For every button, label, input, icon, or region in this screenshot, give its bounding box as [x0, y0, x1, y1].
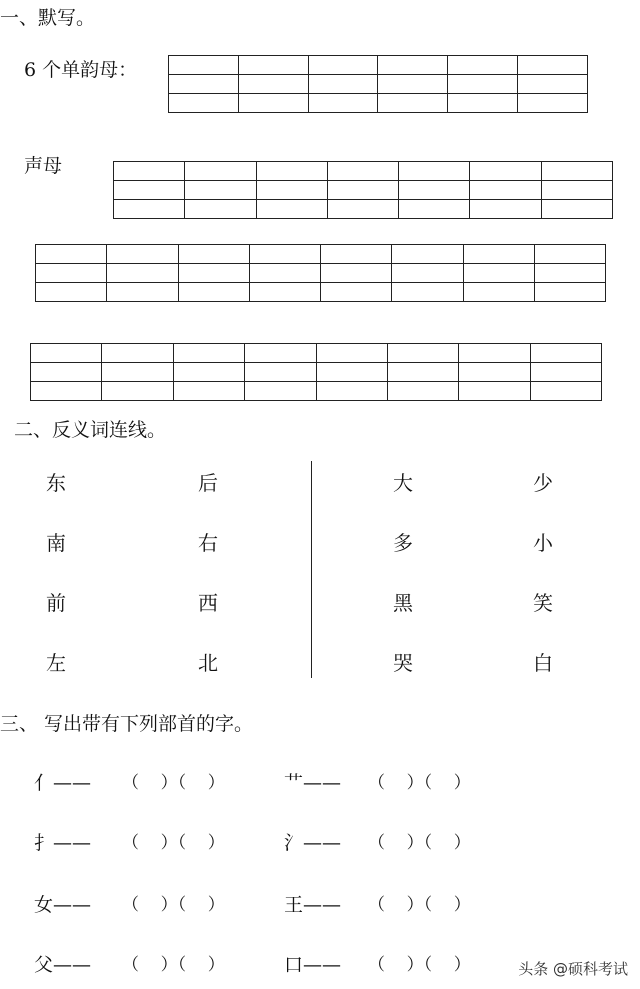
answer-blank[interactable]: （ ）（ ）: [368, 955, 471, 975]
antonym-word: 白: [533, 651, 553, 675]
answer-blank[interactable]: （ ）（ ）: [368, 833, 471, 853]
antonym-word: 笑: [533, 591, 553, 615]
antonym-word: 大: [393, 471, 413, 495]
antonym-word: 多: [393, 531, 413, 555]
antonym-word: 左: [46, 651, 66, 675]
initials-writing-grid-2: [35, 244, 606, 302]
section2-title: 二、反义词连线。: [14, 419, 167, 441]
radical-prompt: 女——: [34, 894, 92, 916]
antonym-word: 西: [198, 591, 218, 615]
answer-blank[interactable]: （ ）（ ）: [368, 895, 471, 915]
radical-prompt: 王——: [284, 894, 342, 916]
section3-title: 三、 写出带有下列部首的字。: [0, 713, 254, 735]
antonym-word: 黑: [393, 591, 413, 615]
answer-blank[interactable]: （ ）（ ）: [122, 895, 225, 915]
answer-blank[interactable]: （ ）（ ）: [122, 833, 225, 853]
antonym-word: 小: [533, 531, 553, 555]
antonym-word: 北: [198, 651, 218, 675]
radical-prompt: 亻——: [34, 772, 92, 794]
answer-blank[interactable]: （ ）（ ）: [122, 773, 225, 793]
radical-prompt: 氵——: [284, 832, 342, 854]
initials-label: 声母: [24, 155, 63, 177]
antonym-word: 后: [198, 471, 218, 495]
column-divider: [311, 461, 312, 678]
initials-writing-grid-1: [113, 161, 613, 219]
radical-prompt: 扌——: [34, 832, 92, 854]
vowels-label: 6 个单韵母：: [24, 59, 138, 81]
radical-prompt: 艹——: [284, 772, 342, 794]
radical-prompt: 父——: [34, 954, 92, 976]
antonym-word: 前: [46, 591, 66, 615]
antonym-word: 哭: [393, 651, 413, 675]
initials-writing-grid-3: [30, 343, 602, 401]
answer-blank[interactable]: （ ）（ ）: [368, 773, 471, 793]
antonym-word: 东: [46, 471, 66, 495]
antonym-word: 南: [46, 531, 66, 555]
antonym-word: 少: [533, 471, 553, 495]
radical-prompt: 口——: [284, 954, 342, 976]
watermark: 头条 @硕科考试: [518, 960, 628, 978]
vowels-writing-grid: [168, 55, 588, 113]
answer-blank[interactable]: （ ）（ ）: [122, 955, 225, 975]
section1-title: 一、默写。: [0, 7, 96, 29]
antonym-word: 右: [198, 531, 218, 555]
